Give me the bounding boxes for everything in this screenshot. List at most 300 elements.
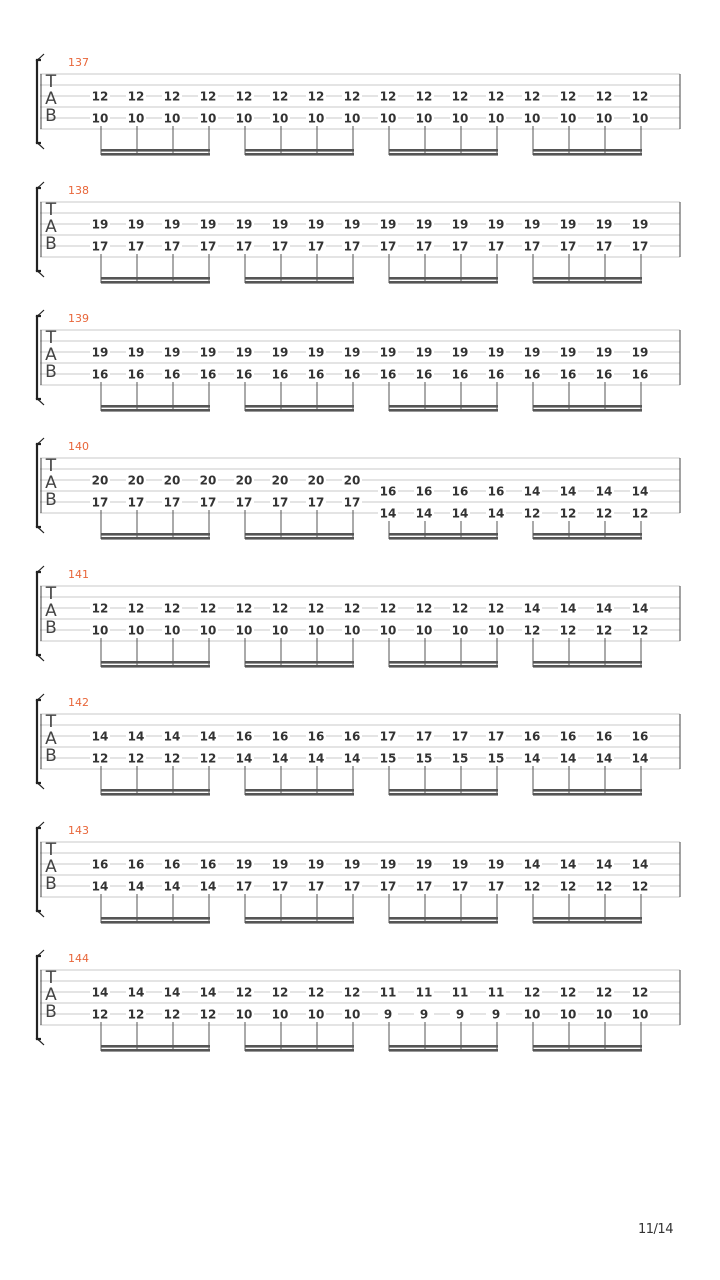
fret-number: 17 <box>307 239 325 254</box>
tab-clef-letter: B <box>45 106 57 126</box>
note-beam <box>533 665 642 668</box>
fret-number: 17 <box>415 729 433 744</box>
fret-number: 16 <box>523 729 541 744</box>
fret-number: 15 <box>415 751 433 766</box>
fret-number: 12 <box>163 1007 181 1022</box>
fret-number: 12 <box>199 89 217 104</box>
fret-number: 12 <box>127 601 145 616</box>
fret-number: 17 <box>235 879 253 894</box>
note-beam <box>101 665 210 668</box>
fret-number: 17 <box>451 239 469 254</box>
note-beam <box>245 533 354 536</box>
fret-number: 19 <box>631 217 649 232</box>
fret-number: 16 <box>631 729 649 744</box>
fret-number: 20 <box>91 473 109 488</box>
tab-staff <box>0 828 720 928</box>
note-beam <box>389 153 498 156</box>
fret-number: 19 <box>379 345 397 360</box>
note-beam <box>389 661 498 664</box>
fret-number: 12 <box>523 985 541 1000</box>
fret-number: 16 <box>595 367 613 382</box>
note-beam <box>389 405 498 408</box>
fret-number: 17 <box>487 729 505 744</box>
fret-number: 10 <box>199 111 217 126</box>
fret-number: 10 <box>343 1007 361 1022</box>
note-beam <box>245 405 354 408</box>
note-beam <box>101 409 210 412</box>
fret-number: 16 <box>415 367 433 382</box>
fret-number: 10 <box>451 111 469 126</box>
fret-number: 12 <box>559 879 577 894</box>
fret-number: 14 <box>307 751 325 766</box>
fret-number: 12 <box>523 879 541 894</box>
fret-number: 10 <box>343 623 361 638</box>
fret-number: 10 <box>163 111 181 126</box>
note-beam <box>245 789 354 792</box>
fret-number: 10 <box>487 111 505 126</box>
system-bracket <box>37 572 41 655</box>
note-beam <box>101 917 210 920</box>
fret-number: 19 <box>307 857 325 872</box>
fret-number: 17 <box>271 239 289 254</box>
fret-number: 16 <box>487 484 505 499</box>
fret-number: 20 <box>127 473 145 488</box>
fret-number: 12 <box>559 985 577 1000</box>
fret-number: 16 <box>127 857 145 872</box>
fret-number: 12 <box>307 89 325 104</box>
note-beam <box>389 533 498 536</box>
fret-number: 17 <box>451 729 469 744</box>
fret-number: 19 <box>127 345 145 360</box>
fret-number: 19 <box>271 857 289 872</box>
fret-number: 14 <box>631 484 649 499</box>
fret-number: 15 <box>379 751 397 766</box>
fret-number: 14 <box>91 879 109 894</box>
fret-number: 10 <box>235 623 253 638</box>
fret-number: 10 <box>127 111 145 126</box>
fret-number: 14 <box>163 879 181 894</box>
note-beam <box>101 153 210 156</box>
fret-number: 12 <box>199 1007 217 1022</box>
fret-number: 19 <box>379 857 397 872</box>
fret-number: 14 <box>127 879 145 894</box>
fret-number: 14 <box>595 484 613 499</box>
fret-number: 12 <box>127 89 145 104</box>
fret-number: 12 <box>559 623 577 638</box>
fret-number: 10 <box>415 623 433 638</box>
fret-number: 20 <box>343 473 361 488</box>
fret-number: 20 <box>199 473 217 488</box>
tab-clef-letter: B <box>45 362 57 382</box>
note-beam <box>389 793 498 796</box>
fret-number: 10 <box>307 623 325 638</box>
fret-number: 11 <box>415 985 433 1000</box>
fret-number: 12 <box>91 601 109 616</box>
fret-number: 14 <box>343 751 361 766</box>
fret-number: 12 <box>91 1007 109 1022</box>
note-beam <box>245 277 354 280</box>
fret-number: 19 <box>127 217 145 232</box>
note-beam <box>101 405 210 408</box>
fret-number: 10 <box>379 111 397 126</box>
fret-number: 16 <box>343 367 361 382</box>
fret-number: 19 <box>523 217 541 232</box>
fret-number: 19 <box>451 857 469 872</box>
tab-clef-letter: T <box>45 584 57 604</box>
tab-clef-letter: A <box>45 601 57 621</box>
fret-number: 15 <box>487 751 505 766</box>
fret-number: 12 <box>127 1007 145 1022</box>
fret-number: 11 <box>451 985 469 1000</box>
fret-number: 12 <box>271 985 289 1000</box>
fret-number: 14 <box>199 985 217 1000</box>
tab-system <box>0 696 720 800</box>
note-beam <box>533 277 642 280</box>
fret-number: 14 <box>595 857 613 872</box>
note-beam <box>389 277 498 280</box>
note-beam <box>389 281 498 284</box>
measure-number: 142 <box>68 696 89 709</box>
fret-number: 17 <box>307 495 325 510</box>
fret-number: 16 <box>163 857 181 872</box>
fret-number: 10 <box>91 623 109 638</box>
note-beam <box>245 921 354 924</box>
system-bracket <box>37 316 41 399</box>
fret-number: 10 <box>163 623 181 638</box>
fret-number: 16 <box>307 729 325 744</box>
fret-number: 12 <box>595 879 613 894</box>
note-beam <box>101 793 210 796</box>
tab-clef-letter: A <box>45 729 57 749</box>
fret-number: 14 <box>91 729 109 744</box>
fret-number: 17 <box>379 239 397 254</box>
fret-number: 11 <box>487 985 505 1000</box>
fret-number: 16 <box>307 367 325 382</box>
note-beam <box>101 537 210 540</box>
fret-number: 19 <box>343 857 361 872</box>
note-beam <box>533 793 642 796</box>
fret-number: 12 <box>487 601 505 616</box>
fret-number: 9 <box>491 1007 501 1022</box>
tab-staff <box>0 444 720 544</box>
fret-number: 17 <box>559 239 577 254</box>
tab-clef-letter: A <box>45 473 57 493</box>
note-beam <box>533 149 642 152</box>
tab-clef-letter: A <box>45 89 57 109</box>
note-beam <box>245 665 354 668</box>
tab-clef-letter: T <box>45 968 57 988</box>
fret-number: 17 <box>343 239 361 254</box>
fret-number: 17 <box>127 495 145 510</box>
fret-number: 19 <box>271 217 289 232</box>
fret-number: 14 <box>163 729 181 744</box>
fret-number: 12 <box>379 89 397 104</box>
fret-number: 12 <box>631 879 649 894</box>
fret-number: 12 <box>559 506 577 521</box>
fret-number: 9 <box>383 1007 393 1022</box>
fret-number: 12 <box>631 623 649 638</box>
fret-number: 17 <box>415 879 433 894</box>
note-beam <box>533 789 642 792</box>
fret-number: 16 <box>199 857 217 872</box>
note-beam <box>389 921 498 924</box>
fret-number: 17 <box>451 879 469 894</box>
fret-number: 19 <box>559 217 577 232</box>
fret-number: 10 <box>559 111 577 126</box>
fret-number: 10 <box>307 1007 325 1022</box>
note-beam <box>101 149 210 152</box>
fret-number: 16 <box>523 367 541 382</box>
fret-number: 12 <box>271 89 289 104</box>
fret-number: 12 <box>523 506 541 521</box>
fret-number: 16 <box>163 367 181 382</box>
fret-number: 16 <box>487 367 505 382</box>
note-beam <box>389 1049 498 1052</box>
fret-number: 12 <box>595 89 613 104</box>
fret-number: 12 <box>415 89 433 104</box>
fret-number: 10 <box>595 1007 613 1022</box>
fret-number: 14 <box>199 729 217 744</box>
fret-number: 14 <box>487 506 505 521</box>
fret-number: 10 <box>271 623 289 638</box>
fret-number: 12 <box>343 601 361 616</box>
fret-number: 17 <box>343 495 361 510</box>
fret-number: 19 <box>451 345 469 360</box>
fret-number: 14 <box>631 601 649 616</box>
fret-number: 16 <box>199 367 217 382</box>
fret-number: 10 <box>199 623 217 638</box>
note-beam <box>389 789 498 792</box>
note-beam <box>389 1045 498 1048</box>
fret-number: 17 <box>271 879 289 894</box>
fret-number: 10 <box>91 111 109 126</box>
fret-number: 11 <box>379 985 397 1000</box>
tab-system <box>0 440 720 544</box>
fret-number: 17 <box>379 729 397 744</box>
tab-clef-letter: B <box>45 618 57 638</box>
fret-number: 14 <box>559 484 577 499</box>
fret-number: 17 <box>271 495 289 510</box>
fret-number: 14 <box>235 751 253 766</box>
fret-number: 9 <box>455 1007 465 1022</box>
note-beam <box>533 409 642 412</box>
fret-number: 17 <box>307 879 325 894</box>
fret-number: 17 <box>127 239 145 254</box>
fret-number: 17 <box>415 239 433 254</box>
fret-number: 12 <box>451 601 469 616</box>
fret-number: 12 <box>91 751 109 766</box>
note-beam <box>389 917 498 920</box>
note-beam <box>245 661 354 664</box>
fret-number: 15 <box>451 751 469 766</box>
fret-number: 12 <box>595 506 613 521</box>
tab-clef-letter: T <box>45 840 57 860</box>
fret-number: 9 <box>419 1007 429 1022</box>
fret-number: 12 <box>307 601 325 616</box>
fret-number: 10 <box>235 111 253 126</box>
fret-number: 17 <box>91 495 109 510</box>
fret-number: 16 <box>379 367 397 382</box>
fret-number: 12 <box>235 89 253 104</box>
fret-number: 16 <box>559 729 577 744</box>
fret-number: 14 <box>163 985 181 1000</box>
fret-number: 16 <box>451 367 469 382</box>
measure-number: 143 <box>68 824 89 837</box>
fret-number: 12 <box>163 751 181 766</box>
fret-number: 10 <box>559 1007 577 1022</box>
fret-number: 16 <box>271 729 289 744</box>
fret-number: 14 <box>523 484 541 499</box>
fret-number: 12 <box>163 601 181 616</box>
tab-system <box>0 568 720 672</box>
tab-system <box>0 184 720 288</box>
fret-number: 16 <box>343 729 361 744</box>
tab-staff <box>0 60 720 160</box>
fret-number: 14 <box>91 985 109 1000</box>
note-beam <box>533 917 642 920</box>
fret-number: 19 <box>235 345 253 360</box>
fret-number: 19 <box>163 345 181 360</box>
fret-number: 16 <box>451 484 469 499</box>
note-beam <box>389 537 498 540</box>
tab-clef-letter: B <box>45 490 57 510</box>
note-beam <box>245 1049 354 1052</box>
fret-number: 17 <box>163 239 181 254</box>
note-beam <box>533 153 642 156</box>
measure-number: 141 <box>68 568 89 581</box>
fret-number: 19 <box>523 345 541 360</box>
fret-number: 12 <box>451 89 469 104</box>
note-beam <box>245 281 354 284</box>
tab-clef-letter: T <box>45 456 57 476</box>
fret-number: 19 <box>235 857 253 872</box>
fret-number: 14 <box>127 985 145 1000</box>
fret-number: 14 <box>595 751 613 766</box>
fret-number: 19 <box>235 217 253 232</box>
system-bracket <box>37 60 41 143</box>
fret-number: 14 <box>523 857 541 872</box>
tab-clef-letter: A <box>45 985 57 1005</box>
fret-number: 16 <box>559 367 577 382</box>
fret-number: 10 <box>595 111 613 126</box>
system-bracket <box>37 188 41 271</box>
note-beam <box>245 153 354 156</box>
fret-number: 16 <box>127 367 145 382</box>
fret-number: 12 <box>343 89 361 104</box>
fret-number: 12 <box>235 985 253 1000</box>
fret-number: 16 <box>379 484 397 499</box>
fret-number: 12 <box>199 751 217 766</box>
fret-number: 12 <box>91 89 109 104</box>
note-beam <box>533 537 642 540</box>
note-beam <box>101 921 210 924</box>
fret-number: 16 <box>91 367 109 382</box>
fret-number: 17 <box>523 239 541 254</box>
fret-number: 10 <box>271 1007 289 1022</box>
fret-number: 19 <box>199 345 217 360</box>
fret-number: 12 <box>487 89 505 104</box>
fret-number: 10 <box>523 111 541 126</box>
fret-number: 10 <box>523 1007 541 1022</box>
tab-clef-letter: A <box>45 217 57 237</box>
tab-clef-letter: A <box>45 345 57 365</box>
fret-number: 19 <box>163 217 181 232</box>
tab-clef-letter: B <box>45 1002 57 1022</box>
fret-number: 10 <box>631 1007 649 1022</box>
tab-clef-letter: A <box>45 857 57 877</box>
fret-number: 12 <box>595 623 613 638</box>
fret-number: 20 <box>271 473 289 488</box>
fret-number: 17 <box>235 239 253 254</box>
fret-number: 17 <box>379 879 397 894</box>
note-beam <box>101 281 210 284</box>
tab-system <box>0 312 720 416</box>
tab-staff <box>0 700 720 800</box>
tab-clef-letter: T <box>45 200 57 220</box>
fret-number: 19 <box>595 345 613 360</box>
note-beam <box>389 409 498 412</box>
fret-number: 19 <box>415 857 433 872</box>
measure-number: 140 <box>68 440 89 453</box>
fret-number: 20 <box>235 473 253 488</box>
fret-number: 12 <box>235 601 253 616</box>
note-beam <box>245 537 354 540</box>
fret-number: 12 <box>379 601 397 616</box>
fret-number: 19 <box>487 217 505 232</box>
note-beam <box>533 921 642 924</box>
page-number: 11/14 <box>638 1222 673 1237</box>
fret-number: 19 <box>487 857 505 872</box>
fret-number: 14 <box>523 751 541 766</box>
fret-number: 17 <box>487 879 505 894</box>
fret-number: 14 <box>199 879 217 894</box>
fret-number: 19 <box>631 345 649 360</box>
fret-number: 19 <box>595 217 613 232</box>
note-beam <box>389 665 498 668</box>
note-beam <box>101 277 210 280</box>
tab-clef-letter: T <box>45 712 57 732</box>
fret-number: 19 <box>307 345 325 360</box>
fret-number: 14 <box>451 506 469 521</box>
tab-clef-letter: T <box>45 72 57 92</box>
fret-number: 14 <box>127 729 145 744</box>
fret-number: 12 <box>523 623 541 638</box>
note-beam <box>389 149 498 152</box>
fret-number: 10 <box>451 623 469 638</box>
note-beam <box>101 661 210 664</box>
fret-number: 10 <box>379 623 397 638</box>
fret-number: 19 <box>199 217 217 232</box>
tab-clef-letter: B <box>45 874 57 894</box>
fret-number: 17 <box>631 239 649 254</box>
fret-number: 17 <box>91 239 109 254</box>
fret-number: 16 <box>271 367 289 382</box>
note-beam <box>245 149 354 152</box>
fret-number: 19 <box>415 345 433 360</box>
fret-number: 12 <box>271 601 289 616</box>
note-beam <box>533 661 642 664</box>
measure-number: 144 <box>68 952 89 965</box>
fret-number: 19 <box>415 217 433 232</box>
fret-number: 16 <box>415 484 433 499</box>
note-beam <box>101 1045 210 1048</box>
fret-number: 16 <box>631 367 649 382</box>
fret-number: 14 <box>271 751 289 766</box>
fret-number: 19 <box>307 217 325 232</box>
fret-number: 12 <box>631 985 649 1000</box>
fret-number: 14 <box>379 506 397 521</box>
tab-system <box>0 56 720 160</box>
